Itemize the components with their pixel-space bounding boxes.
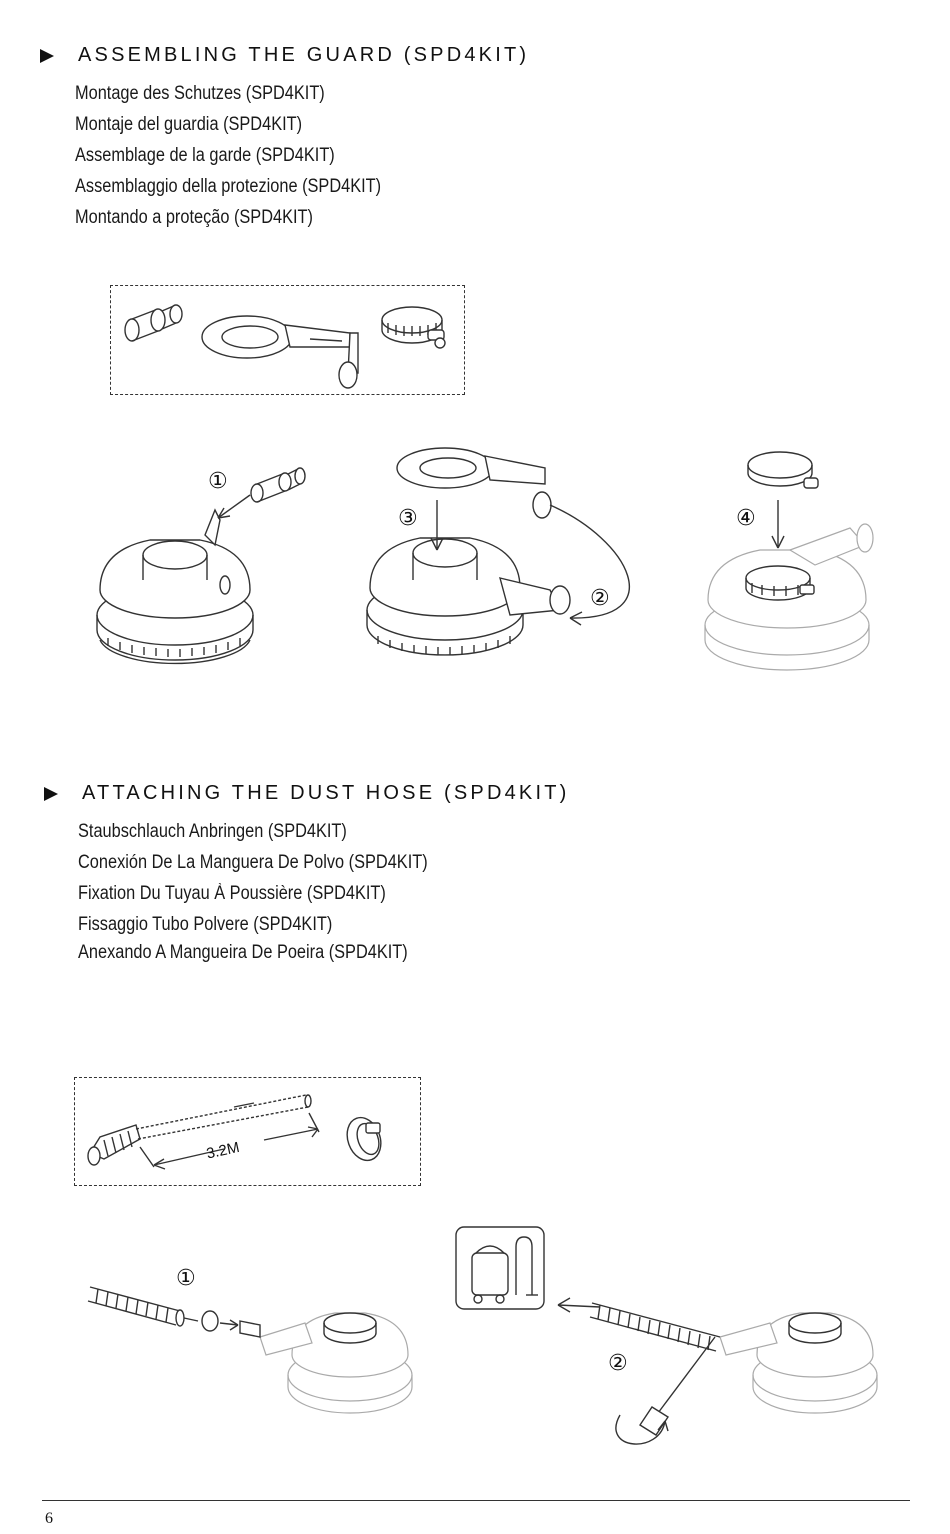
small-clamp-icon	[341, 1113, 386, 1165]
guard-base-step1	[97, 510, 253, 663]
translation-pt: Montando a proteção (SPD4KIT)	[75, 207, 313, 228]
page-number: 6	[45, 1510, 53, 1527]
translation-list	[78, 816, 485, 966]
adapter-step1	[218, 468, 305, 518]
translation-fr: Assemblage de la garde (SPD4KIT)	[75, 145, 335, 166]
guard-assembly-steps-illustration	[90, 440, 890, 680]
translation-list	[75, 78, 431, 233]
play-triangle-icon	[44, 787, 58, 801]
hose-length-label: 3.2M	[204, 1138, 242, 1163]
translation-it: Fissaggio Tubo Polvere (SPD4KIT)	[78, 914, 333, 935]
hose-left	[88, 1287, 260, 1337]
guard-left	[260, 1313, 412, 1413]
guard-parts-illustration	[110, 285, 465, 395]
bracket-part-icon	[202, 316, 358, 388]
section-title: ATTACHING THE DUST HOSE (SPD4KIT)	[82, 782, 570, 804]
translation-de: Montage des Schutzes (SPD4KIT)	[75, 83, 325, 104]
translation-fr: Fixation Du Tuyau À Poussière (SPD4KIT)	[78, 883, 386, 904]
vacuum-cleaner-icon	[456, 1227, 544, 1309]
section-heading-attaching-dust-hose	[44, 782, 570, 805]
guard-right	[720, 1313, 877, 1413]
guard-base-step23	[367, 538, 570, 655]
hose-attachment-steps-illustration	[80, 1225, 900, 1455]
arrow-to-vacuum	[558, 1305, 600, 1307]
translation-pt: Anexando A Mangueira De Poeira (SPD4KIT)	[78, 942, 408, 963]
translation-it: Assemblaggio della protezione (SPD4KIT)	[75, 176, 382, 197]
adapter-part-icon	[125, 305, 182, 341]
guard-base-step4	[705, 524, 873, 670]
translation-es: Montaje del guardia (SPD4KIT)	[75, 114, 303, 135]
translation-de: Staubschlauch Anbringen (SPD4KIT)	[78, 821, 347, 842]
step-label-2: ②	[590, 586, 610, 611]
hose-icon	[88, 1095, 319, 1169]
step-label-4: ④	[736, 506, 756, 531]
step-label-1: ①	[208, 469, 228, 494]
clamp-step4	[748, 452, 818, 548]
step-label-3: ③	[398, 506, 418, 531]
section-heading-assembling-guard	[40, 44, 529, 67]
play-triangle-icon	[40, 49, 54, 63]
translation-es: Conexión De La Manguera De Polvo (SPD4KIT)	[78, 852, 428, 873]
hose-step-label-2: ②	[608, 1351, 628, 1376]
footer-rule	[42, 1500, 910, 1501]
hose-step-label-1: ①	[176, 1266, 196, 1291]
hose-parts-illustration	[74, 1077, 421, 1186]
hose-clamp-part-icon	[382, 307, 445, 348]
section-title: ASSEMBLING THE GUARD (SPD4KIT)	[78, 44, 530, 66]
